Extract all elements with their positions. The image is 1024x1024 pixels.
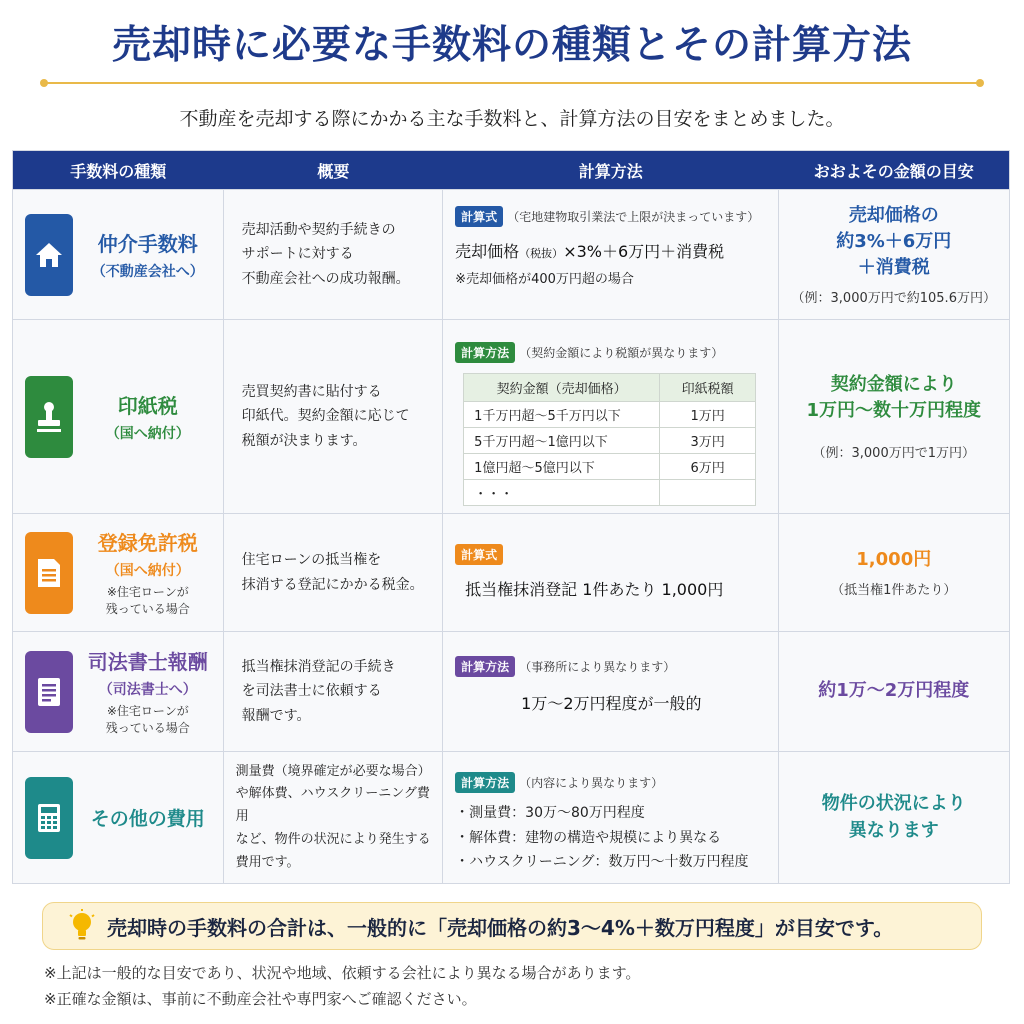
page-title: 売却時に必要な手数料の種類とその計算方法 [111, 23, 912, 68]
fee-calc [443, 190, 778, 319]
lightbulb-icon [67, 909, 97, 943]
stamp-tax-row: 1千万円超～5千万円以下 1万円 [464, 402, 756, 428]
list-item: ・解体費：建物の構造や規模により異なる [455, 829, 722, 846]
calc-chip: 計算式 [455, 206, 503, 227]
report-icon [25, 651, 73, 733]
stamp-tax-row: ・・・ [464, 480, 756, 506]
table-row [13, 751, 1009, 883]
table-row [13, 189, 1009, 319]
fee-calc [443, 632, 778, 751]
page-subtitle: 不動産を売却する際にかかる主な手数料と、計算方法の目安をまとめました。 [179, 108, 845, 130]
fee-calc [443, 320, 778, 513]
calc-note: （事務所により異なります） [519, 660, 676, 674]
fee-calc [443, 752, 778, 883]
fee-summary: 売買契約書に貼付する 印紙代。契約金額に応じて 税額が決まります。 [224, 320, 444, 513]
fee-table [12, 150, 1010, 884]
calc-chip: 計算方法 [455, 656, 515, 677]
formula: 1万～2万円程度が一般的 [521, 694, 702, 713]
house-icon [25, 214, 73, 296]
fee-amount: 約1万～2万円程度 [818, 680, 970, 702]
fee-recipient: （国へ納付） [105, 426, 190, 442]
calc-note: （宅地建物取引業法で上限が決まっています） [507, 210, 760, 224]
fee-name: 登録免許税 [97, 530, 198, 555]
fee-amount: 契約金額により 1万円～数十万円程度 （例：3,000万円で1万円） [806, 373, 982, 462]
fee-recipient: （不動産会社へ） [91, 264, 204, 280]
calc-chip: 計算式 [455, 544, 503, 565]
formula: 売却価格（税抜）×3%＋6万円＋消費税 [455, 242, 725, 261]
footnote: ※上記は一般的な目安であり、状況や地域、依頼する会社により異なる場合があります。 [44, 964, 641, 982]
fee-amount: 売却価格の 約3%＋6万円 ＋消費税 （例：3,000万円で約105.6万円） [791, 204, 996, 307]
amount-example: （例：3,000万円で1万円） [812, 446, 975, 462]
stamp-icon [25, 376, 73, 458]
fee-summary: 住宅ローンの抵当権を 抹消する登記にかかる税金。 [224, 514, 444, 631]
fee-name: 印紙税 [117, 394, 178, 418]
list-item: ・測量費：30万～80万円程度 [455, 805, 645, 821]
header-type: 手数料の種類 [70, 161, 167, 181]
calc-chip: 計算方法 [455, 772, 515, 793]
fee-amount: 1,000円 （抵当権1件あたり） [831, 548, 957, 599]
formula-note: ※売却価格が400万円超の場合 [455, 272, 634, 287]
fee-condition: ※住宅ローンが 残っている場合 [105, 584, 190, 616]
formula: 抵当権抹消登記 1件あたり 1,000円 [465, 580, 724, 599]
calc-chip: 計算方法 [455, 342, 515, 363]
table-header [13, 151, 1009, 189]
calculator-icon [25, 777, 73, 859]
document-icon [25, 532, 73, 614]
fee-summary: 売却活動や契約手続きの サポートに対する 不動産会社への成功報酬。 [224, 190, 444, 319]
calc-note: （契約金額により税額が異なります） [519, 346, 724, 360]
fee-name: 司法書士報酬 [87, 649, 208, 674]
title-divider [44, 82, 980, 84]
amount-example: （例：3,000万円で約105.6万円） [791, 291, 996, 307]
calc-note: （内容により異なります） [519, 776, 664, 790]
header-summary: 概要 [317, 161, 350, 181]
stamp-tax-row: 5千万円超～1億円以下 3万円 [464, 428, 756, 454]
stamp-tax-row: 1億円超～5億円以下 6万円 [464, 454, 756, 480]
fee-summary: 測量費（境界確定が必要な場合） や解体費、ハウスクリーニング費用 など、物件の状況により発生する 費用です。 [224, 752, 444, 883]
summary-banner [42, 902, 982, 950]
footnote: ※正確な金額は、事前に不動産会社や専門家へご確認ください。 [44, 990, 477, 1008]
fee-recipient: （国へ納付） [105, 562, 190, 579]
fee-calc [443, 514, 778, 631]
fee-condition: ※住宅ローンが 残っている場合 [105, 703, 190, 735]
fee-name: その他の費用 [90, 808, 205, 830]
fee-recipient: （司法書士へ） [98, 681, 197, 698]
table-row [13, 319, 1009, 513]
cost-list [455, 801, 767, 875]
stamp-tax-table: 契約金額（売却価格） 印紙税額 1千万円超～5千万円以下 1万円 5千万円超～1億円以下 3万円 1億円超～5億円以下 6万円 ・・・ [463, 373, 756, 506]
header-calc: 計算方法 [578, 161, 643, 181]
table-row [13, 513, 1009, 631]
fee-name: 仲介手数料 [97, 232, 198, 256]
banner-text: 売却時の手数料の合計は、一般的に「売却価格の約3～4%＋数万円程度」が目安です。 [107, 915, 894, 940]
header-amount: おおよその金額の目安 [813, 161, 974, 181]
table-row [13, 631, 1009, 751]
list-item: ・ハウスクリーニング：数万円～十数万円程度 [455, 854, 749, 870]
fee-summary: 抵当権抹消登記の手続き を司法書士に依頼する 報酬です。 [224, 632, 444, 751]
amount-example: （抵当権1件あたり） [831, 583, 957, 599]
fee-amount: 物件の状況により 異なります [821, 793, 966, 841]
